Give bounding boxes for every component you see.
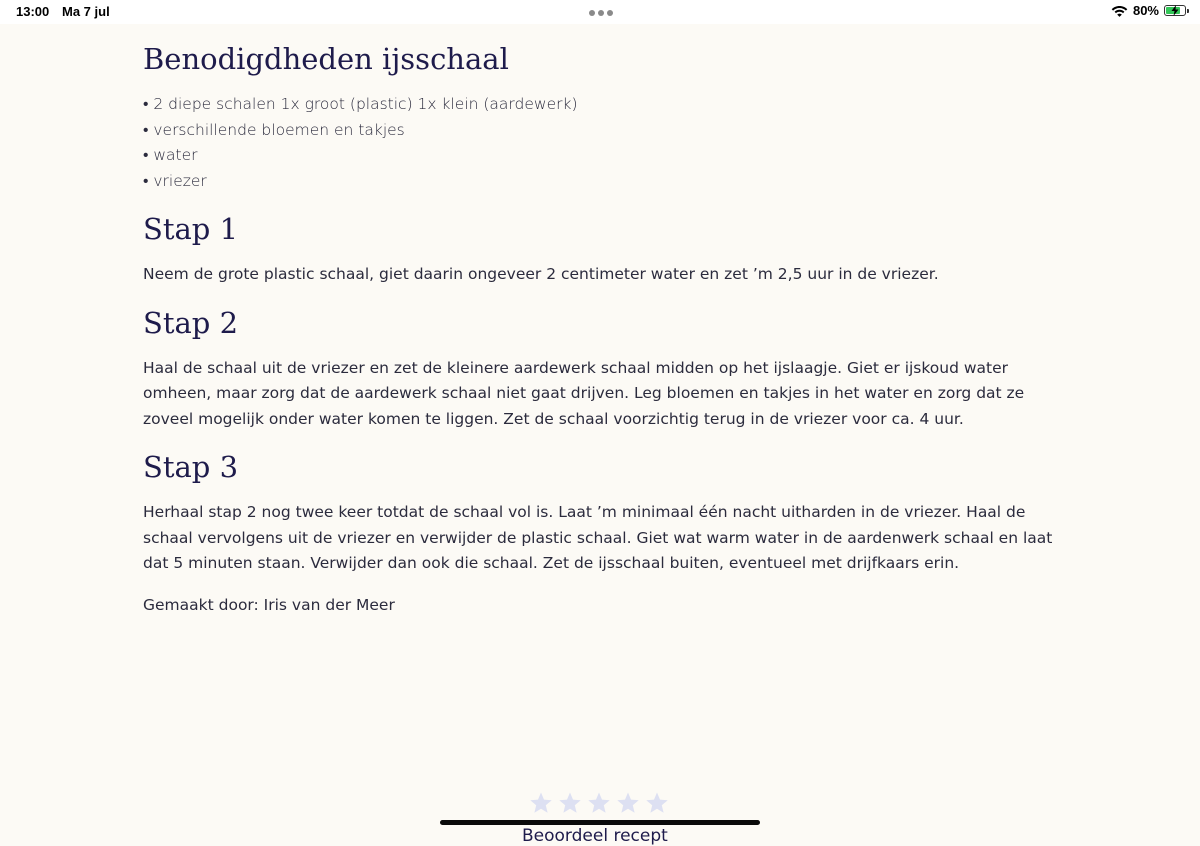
charging-bolt-icon [1170, 5, 1180, 16]
step-2-text: Haal de schaal uit de vriezer en zet de kleinere aardewerk schaal midden op het ijslaagje. Giet er ijskoud water omheen, maar zorg dat de aardewerk schaal niet gaat drijven. Leg bloemen en takjes in het water en zorg dat ze zoveel mogelijk onder water komen te liggen. Zet de schaal voorzichtig terug in de vriezer voor ca. 4 uur. [143, 358, 1025, 428]
star-5-icon[interactable] [645, 791, 669, 815]
supplies-item: • 2 diepe schalen 1x groot (plastic) 1x klein (aardewerk) [143, 95, 578, 113]
status-time: 13:00 [16, 4, 50, 19]
battery-icon [1164, 5, 1186, 16]
rate-recipe-label[interactable]: Beoordeel recept [522, 826, 668, 846]
home-indicator[interactable] [440, 820, 760, 825]
status-bar [0, 0, 1200, 24]
star-4-icon[interactable] [616, 791, 640, 815]
star-1-icon[interactable] [529, 791, 553, 815]
recipe-article [143, 38, 1063, 618]
star-rating[interactable] [529, 791, 669, 815]
supplies-list [143, 92, 1063, 194]
recipe-author: Gemaakt door: Iris van der Meer [143, 595, 395, 614]
supplies-item: • water [143, 146, 198, 164]
step-1-text: Neem de grote plastic schaal, giet daarin ongeveer 2 centimeter water en zet ’m 2,5 uur in de vriezer. [143, 265, 939, 283]
step-3-text: Herhaal stap 2 nog twee keer totdat de schaal vol is. Laat ’m minimaal één nacht uitharden in de vriezer. Haal de schaal vervolgens uit de vriezer en verwijder de plastic schaal. Giet wat warm water in de aardenwerk schaal en laat dat 5 minuten staan. Verwijder dan ook die schaal. Zet de ijsschaal buiten, eventueel met drijfkaars erin. [143, 503, 1053, 572]
star-2-icon[interactable] [558, 791, 582, 815]
supplies-item: • verschillende bloemen en takjes [143, 120, 405, 139]
status-date: Ma 7 jul [62, 4, 110, 19]
wifi-icon [1111, 4, 1128, 17]
step-2-heading: Stap 2 [143, 305, 239, 340]
star-3-icon[interactable] [587, 791, 611, 815]
multitasking-dots-icon[interactable] [589, 10, 613, 16]
battery-percent: 80% [1132, 3, 1159, 18]
step-3-heading: Stap 3 [143, 450, 239, 484]
supplies-title: Benodigdheden ijsschaal [143, 42, 509, 76]
step-1-heading: Stap 1 [143, 212, 239, 246]
supplies-item: • vriezer [143, 171, 207, 190]
status-indicators [1111, 3, 1186, 18]
